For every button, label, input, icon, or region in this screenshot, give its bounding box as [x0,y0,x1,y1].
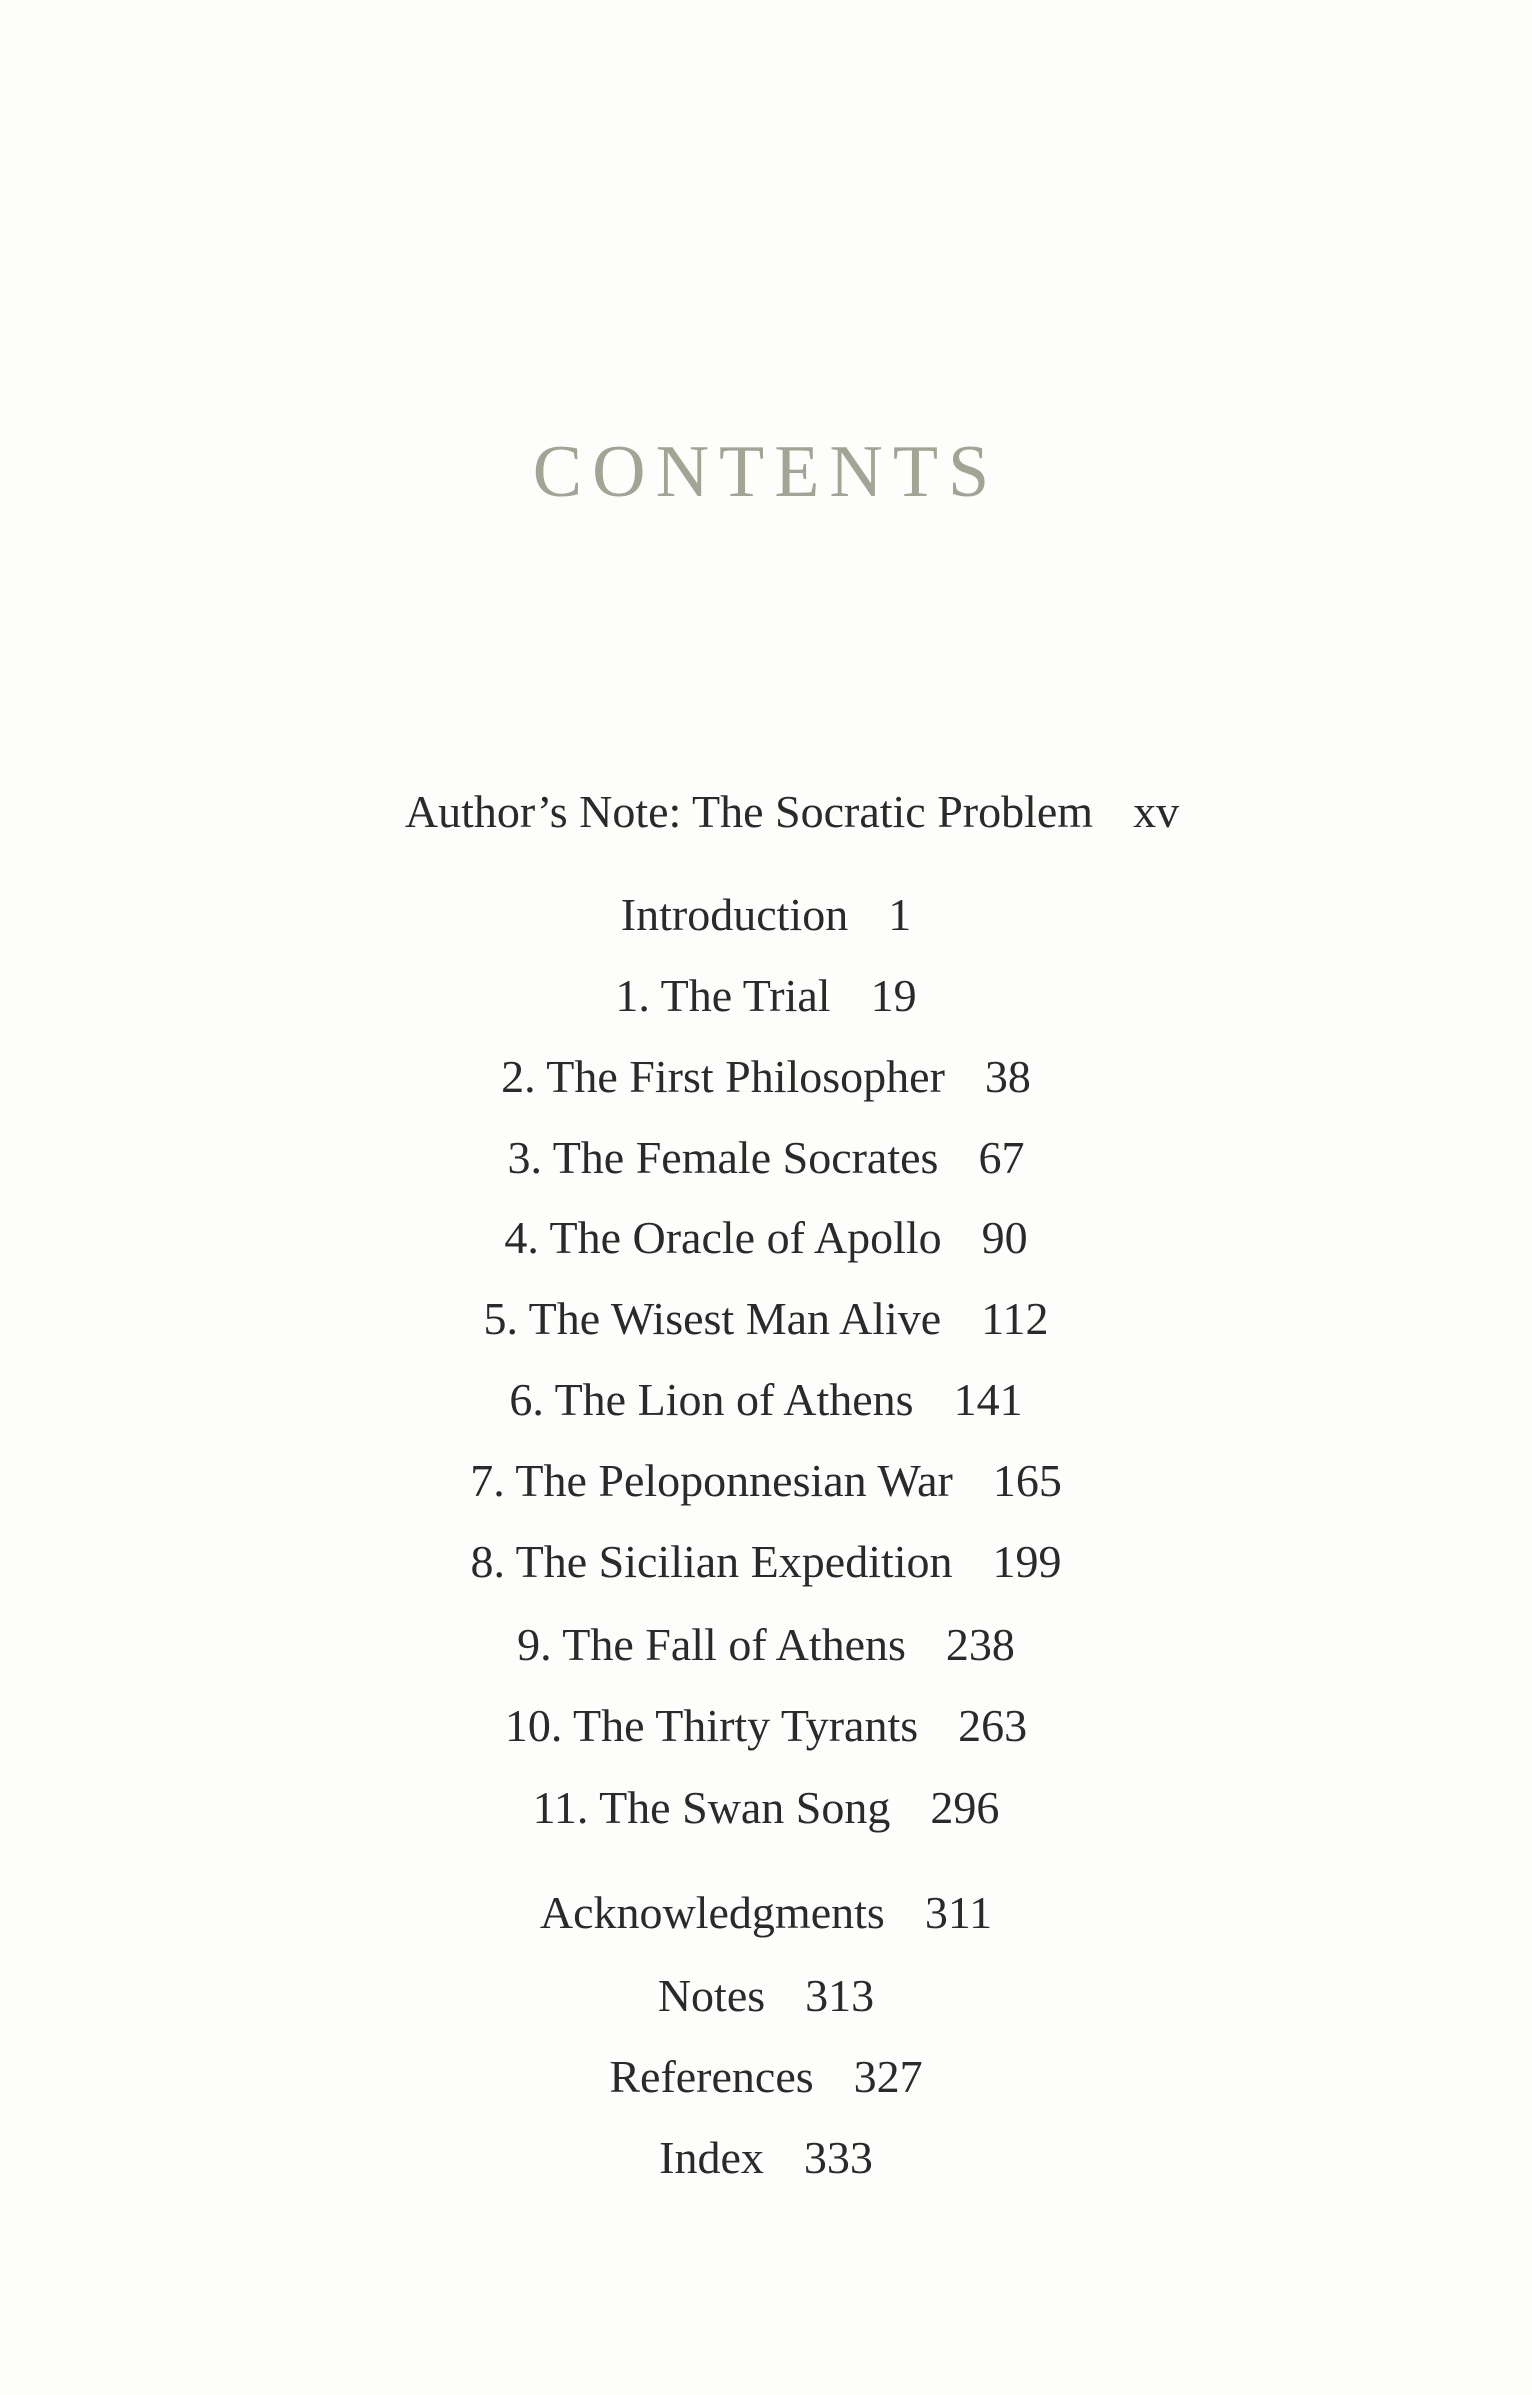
entry-page: 333 [803,2132,873,2183]
entry-page: xv [1133,786,1180,837]
entry-page: 38 [984,1051,1031,1102]
toc-entry [0,1696,1532,1756]
toc-entry [0,2128,1532,2188]
toc-entry [0,966,1532,1026]
page-title: CONTENTS [532,431,1000,513]
entry-page: 165 [992,1455,1062,1506]
entry-label: 10. The Thirty Tyrants [504,1700,919,1751]
entry-page: 141 [953,1374,1023,1425]
entry-label: References [609,2051,814,2102]
toc-entry [0,1778,1532,1838]
entry-label: 5. The Wisest Man Alive [483,1293,942,1344]
entry-page: 90 [981,1212,1028,1263]
toc-entry [0,1289,1532,1349]
toc-entry [0,1370,1532,1430]
toc-entry [26,782,1532,842]
entry-label: 2. The First Philosopher [501,1051,945,1102]
entry-label: Index [659,2132,764,2183]
entry-label: 4. The Oracle of Apollo [504,1212,942,1263]
entry-label: 6. The Lion of Athens [509,1374,914,1425]
toc-entry [0,1128,1532,1188]
entry-page: 296 [930,1782,1000,1833]
toc-entry [0,1615,1532,1675]
entry-page: 112 [981,1293,1049,1344]
entry-page: 313 [805,1970,875,2021]
toc-entry [0,1208,1532,1268]
entry-page: 199 [992,1536,1062,1587]
toc-entry [0,1966,1532,2026]
toc-entry [0,885,1532,945]
entry-page: 311 [924,1887,993,1938]
toc-entry [0,1451,1532,1511]
entry-page: 19 [870,970,917,1021]
entry-label: 8. The Sicilian Expedition [470,1536,953,1587]
toc-entry [0,1883,1532,1943]
entry-label: Notes [657,1970,766,2021]
entry-label: 7. The Peloponnesian War [470,1455,953,1506]
entry-label: 9. The Fall of Athens [517,1619,906,1670]
entry-label: 1. The Trial [615,970,831,1021]
entry-label: Author’s Note: The Socratic Problem [404,786,1094,837]
toc-entry [0,1047,1532,1107]
entry-page: 263 [958,1700,1028,1751]
entry-page: 327 [853,2051,923,2102]
entry-label: Introduction [620,889,849,940]
entry-page: 238 [945,1619,1015,1670]
entry-label: 3. The Female Socrates [507,1132,939,1183]
toc-entry [0,2047,1532,2107]
toc-entry [0,1532,1532,1592]
entry-page: 67 [978,1132,1025,1183]
entry-page: 1 [888,889,912,940]
entry-label: 11. The Swan Song [532,1782,891,1833]
entry-label: Acknowledgments [539,1887,885,1938]
